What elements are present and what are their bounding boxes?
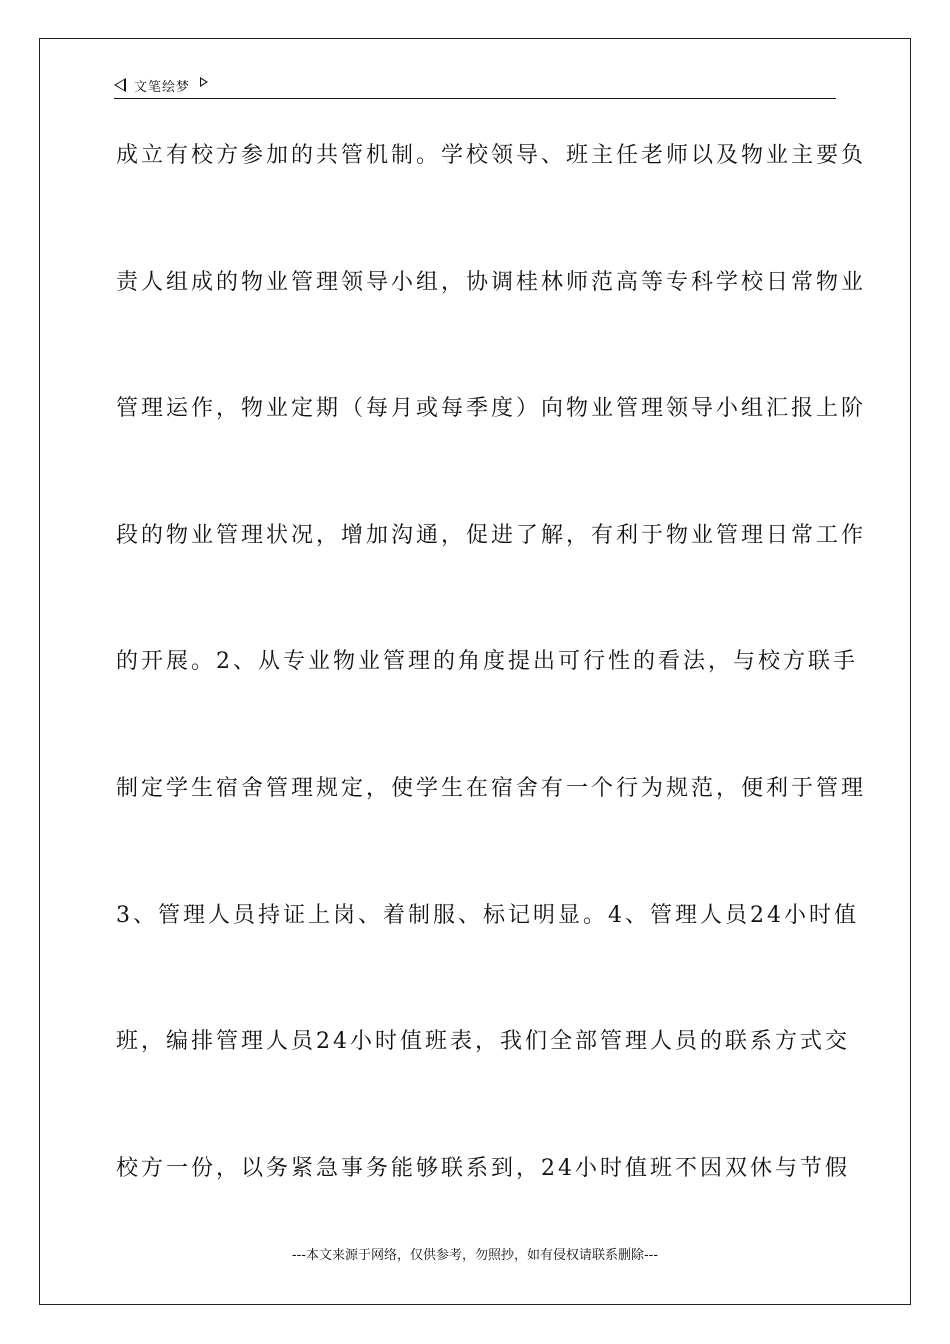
body-line: 责人组成的物业管理领导小组，协调桂林师范高等专科学校日常物业 (116, 269, 867, 295)
body-line: 校方一份，以务紧急事务能够联系到，24小时值班不因双休与节假 (116, 1155, 850, 1181)
right-triangle-icon (200, 77, 208, 87)
body-line: 3、管理人员持证上岗、着制服、标记明显。4、管理人员24小时值 (116, 902, 859, 928)
document-body (116, 130, 867, 1269)
footer-disclaimer: ---本文来源于网络，仅供参考，勿照抄，如有侵权请联系删除--- (291, 1248, 659, 1263)
body-line: 段的物业管理状况，增加沟通，促进了解，有利于物业管理日常工作 (116, 522, 867, 548)
body-line: 成立有校方参加的共管机制。学校领导、班主任老师以及物业主要负 (116, 143, 867, 168)
body-line: 管理运作，物业定期（每月或每季度）向物业管理领导小组汇报上阶 (116, 396, 867, 422)
body-line: 班，编排管理人员24小时值班表，我们全部管理人员的联系方式交 (116, 1029, 850, 1055)
header-brand: 文笔绘梦 (134, 79, 191, 95)
body-line: 的开展。2、从专业物业管理的角度提出可行性的看法，与校方联手 (116, 649, 858, 675)
left-triangle-icon (114, 78, 126, 92)
body-line: 制定学生宿舍管理规定，使学生在宿舍有一个行为规范，便利于管理 (116, 775, 867, 801)
page-header (114, 72, 836, 99)
